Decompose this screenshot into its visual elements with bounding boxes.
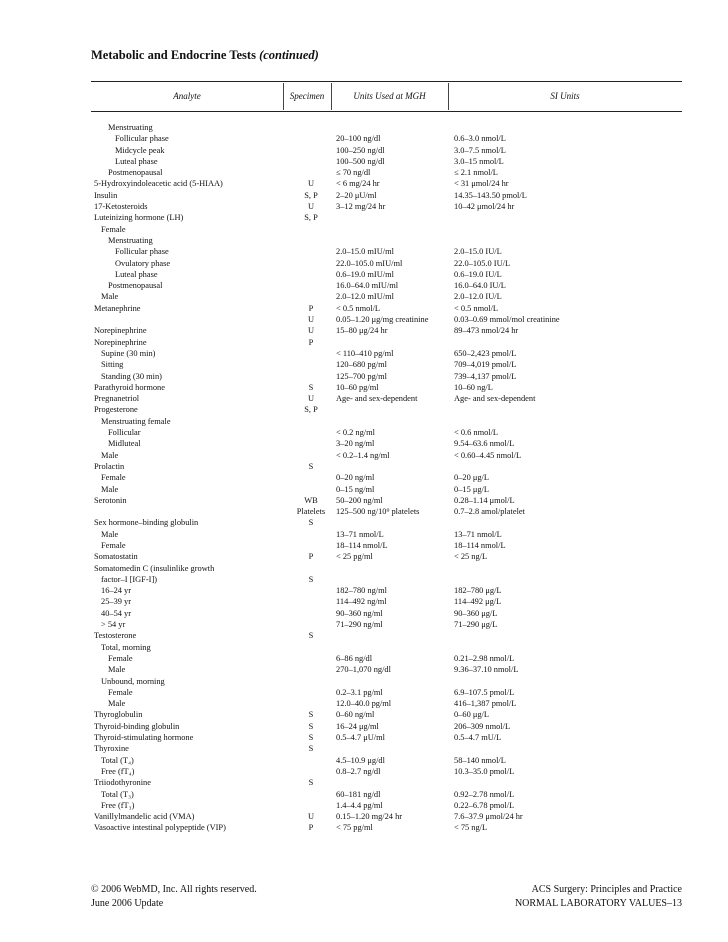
analyte-cell: Free (fT₄)	[101, 766, 135, 776]
table-row	[0, 190, 728, 201]
analyte-cell: Midluteal	[108, 439, 141, 449]
specimen-cell: S	[308, 382, 314, 392]
specimen-cell: U	[307, 179, 315, 189]
analyte-cell: Somatomedin C (insulinlike growth	[94, 563, 215, 573]
si-units-cell: 650–2,423 pmol/L	[454, 348, 517, 358]
analyte-cell: factor–I [IGF-I])	[101, 574, 158, 584]
specimen-cell: U	[307, 394, 315, 404]
mgh-units-cell: 0.2–3.1 pg/ml	[336, 687, 383, 697]
si-units-cell: 0–20 μg/L	[454, 473, 489, 483]
analyte-cell: Norepinephrine	[94, 337, 147, 347]
footer-update: June 2006 Update	[91, 898, 164, 909]
mgh-units-cell: 0–15 ng/ml	[336, 484, 375, 494]
si-units-cell: 739–4,137 pmol/L	[454, 371, 517, 381]
analyte-cell: Serotonin	[94, 495, 127, 505]
mgh-units-cell: 90–360 ng/ml	[336, 608, 383, 618]
si-units-cell: 7.6–37.9 μmol/24 hr	[454, 812, 523, 822]
specimen-cell: S, P	[304, 405, 318, 415]
analyte-cell: Male	[101, 529, 119, 539]
mgh-units-cell: 12.0–40.0 pg/ml	[336, 699, 392, 709]
table-row	[0, 529, 728, 540]
table-row	[0, 337, 728, 348]
table-row	[0, 416, 728, 427]
analyte-cell: Male	[101, 484, 119, 494]
analyte-cell: Menstruating	[108, 123, 153, 132]
table-row	[0, 642, 728, 653]
specimen-cell: P	[308, 552, 314, 562]
table-row	[0, 653, 728, 664]
mgh-units-cell: < 75 pg/ml	[336, 823, 373, 833]
analyte-cell: Vanillylmandelic acid (VMA)	[94, 812, 195, 822]
table-row	[0, 461, 728, 472]
mgh-units-cell: 0–20 ng/ml	[336, 473, 375, 483]
analyte-cell: Male	[108, 699, 126, 709]
table-row	[0, 743, 728, 754]
table-row	[0, 269, 728, 280]
analyte-cell: 16–24 yr	[101, 586, 132, 596]
analyte-cell: Parathyroid hormone	[94, 382, 165, 392]
table-row	[0, 596, 728, 607]
si-units-cell: 709–4,019 pmol/L	[454, 360, 517, 370]
footer-section: NORMAL LABORATORY VALUES–13	[514, 898, 682, 909]
mgh-units-cell: 0.5–4.7 μU/ml	[336, 733, 385, 743]
table-row	[0, 438, 728, 449]
si-units-cell: < 0.5 nmol/L	[454, 303, 499, 313]
table-row	[0, 517, 728, 528]
header-si-units: SI Units	[550, 91, 580, 101]
table-row	[0, 709, 728, 720]
header-rule-bottom	[91, 111, 682, 112]
mgh-units-cell: 20–100 ng/dl	[336, 134, 381, 144]
analyte-cell: Total (T₃)	[101, 789, 134, 799]
mgh-units-cell: 0.15–1.20 mg/24 hr	[336, 812, 403, 822]
si-units-cell: 22.0–105.0 IU/L	[454, 258, 511, 268]
si-units-cell: 10.3–35.0 pmol/L	[454, 766, 515, 776]
analyte-cell: 17-Ketosteroids	[94, 202, 148, 212]
specimen-cell: U	[307, 202, 315, 212]
table-row	[0, 472, 728, 483]
si-units-cell: 0.22–6.78 pmol/L	[454, 800, 515, 810]
mgh-units-cell: < 0.2 ng/ml	[336, 428, 375, 438]
analyte-cell: Insulin	[94, 190, 118, 200]
si-units-cell: < 25 ng/L	[454, 552, 488, 562]
analyte-cell: Sitting	[101, 360, 124, 370]
table-row	[0, 404, 728, 415]
table-row	[0, 348, 728, 359]
si-units-cell: 0.7–2.8 amol/platelet	[454, 507, 525, 517]
specimen-cell: P	[308, 337, 314, 347]
analyte-cell: Luteal phase	[115, 156, 158, 166]
si-units-cell: 0.6–19.0 IU/L	[454, 269, 502, 279]
si-units-cell: 6.9–107.5 pmol/L	[454, 687, 515, 697]
si-units-cell: 416–1,387 pmol/L	[454, 699, 517, 709]
mgh-units-cell: 125–700 pg/ml	[336, 371, 387, 381]
table-row	[0, 811, 728, 822]
specimen-cell: S	[308, 778, 314, 788]
table-row	[0, 789, 728, 800]
analyte-cell: Female	[101, 540, 126, 550]
table-row	[0, 291, 728, 302]
si-units-cell: 0.5–4.7 mU/L	[454, 733, 502, 743]
analyte-cell: Postmenopausal	[108, 281, 163, 291]
analyte-cell: Sex hormone–binding globulin	[94, 518, 199, 528]
table-row	[0, 664, 728, 675]
table-row	[0, 246, 728, 257]
mgh-units-cell: 120–680 pg/ml	[336, 360, 387, 370]
mgh-units-cell: < 0.2–1.4 ng/ml	[336, 450, 390, 460]
si-units-cell: 0–60 μg/L	[454, 710, 489, 720]
table-row	[0, 303, 728, 314]
analyte-cell: Luteal phase	[115, 269, 158, 279]
table-row	[0, 822, 728, 833]
analyte-cell: Total, morning	[101, 642, 151, 652]
si-units-cell: < 0.60–4.45 nmol/L	[454, 450, 522, 460]
specimen-cell: S, P	[304, 190, 318, 200]
table-row	[0, 698, 728, 709]
table-row	[0, 540, 728, 551]
specimen-cell: U	[307, 326, 315, 336]
analyte-cell: Metanephrine	[94, 303, 141, 313]
si-units-cell: 2.0–12.0 IU/L	[454, 292, 502, 302]
table-row	[0, 280, 728, 291]
table-row	[0, 201, 728, 212]
analyte-cell: Thyroglobulin	[94, 710, 143, 720]
mgh-units-cell: 6–86 ng/dl	[336, 653, 373, 663]
analyte-cell: Prolactin	[94, 461, 125, 471]
table-row	[0, 167, 728, 178]
analyte-cell: Unbound, morning	[101, 676, 165, 686]
table-row	[0, 630, 728, 641]
specimen-cell: S	[308, 733, 314, 743]
table-row	[0, 732, 728, 743]
mgh-units-cell: < 0.5 nmol/L	[336, 303, 381, 313]
mgh-units-cell: 15–80 μg/24 hr	[336, 326, 388, 336]
analyte-cell: Standing (30 min)	[101, 371, 162, 381]
analyte-cell: Follicular phase	[115, 134, 169, 144]
analyte-cell: Testosterone	[94, 631, 137, 641]
si-units-cell: Age- and sex-dependent	[454, 394, 536, 404]
si-units-cell: 16.0–64.0 IU/L	[454, 281, 506, 291]
analyte-cell: Male	[108, 665, 126, 675]
mgh-units-cell: 4.5–10.9 μg/dl	[336, 755, 385, 765]
table-row	[0, 800, 728, 811]
table-row	[0, 382, 728, 393]
specimen-cell: U	[307, 315, 315, 325]
table-row	[0, 506, 728, 517]
title-main: Metabolic and Endocrine Tests	[91, 48, 256, 62]
specimen-cell: S	[308, 461, 314, 471]
table-row	[0, 619, 728, 630]
table-row	[0, 777, 728, 788]
si-units-cell: 9.36–37.10 nmol/L	[454, 665, 519, 675]
specimen-cell: WB	[304, 495, 318, 505]
mgh-units-cell: 3–12 mg/24 hr	[336, 202, 386, 212]
table-row	[0, 156, 728, 167]
specimen-cell: U	[307, 812, 315, 822]
si-units-cell: 58–140 nmol/L	[454, 755, 506, 765]
lab-values-table	[0, 122, 728, 834]
si-units-cell: 0.21–2.98 nmol/L	[454, 653, 515, 663]
mgh-units-cell: 18–114 nmol/L	[336, 540, 388, 550]
specimen-cell: P	[308, 303, 314, 313]
si-units-cell: 0–15 μg/L	[454, 484, 489, 494]
mgh-units-cell: 60–181 ng/dl	[336, 789, 381, 799]
mgh-units-cell: Age- and sex-dependent	[336, 394, 418, 404]
mgh-units-cell: 10–60 pg/ml	[336, 382, 379, 392]
analyte-cell: Supine (30 min)	[101, 348, 156, 358]
table-row	[0, 585, 728, 596]
si-units-cell: 3.0–7.5 nmol/L	[454, 145, 506, 155]
page-title	[91, 48, 319, 63]
si-units-cell: ≤ 2.1 nmol/L	[454, 168, 498, 178]
table-row	[0, 484, 728, 495]
table-row	[0, 258, 728, 269]
table-row	[0, 371, 728, 382]
title-continued: (continued)	[259, 48, 319, 62]
header-analyte: Analyte	[173, 91, 201, 101]
analyte-cell: Luteinizing hormone (LH)	[94, 213, 184, 223]
table-row	[0, 766, 728, 777]
mgh-units-cell: 0.05–1.20 μg/mg creatinine	[336, 315, 429, 325]
mgh-units-cell: 0.8–2.7 ng/dl	[336, 766, 381, 776]
mgh-units-cell: 125–500 ng/10⁹ platelets	[336, 507, 420, 517]
mgh-units-cell: 16.0–64.0 mIU/ml	[336, 281, 399, 291]
si-units-cell: 13–71 nmol/L	[454, 529, 502, 539]
si-units-cell: 0.28–1.14 μmol/L	[454, 495, 515, 505]
table-row	[0, 212, 728, 223]
specimen-cell: S	[308, 744, 314, 754]
analyte-cell: Female	[101, 473, 126, 483]
si-units-cell: 182–780 μg/L	[454, 586, 502, 596]
analyte-cell: 25–39 yr	[101, 597, 132, 607]
analyte-cell: Follicular phase	[115, 247, 169, 257]
analyte-cell: Progesterone	[94, 405, 138, 415]
mgh-units-cell: 100–500 ng/dl	[336, 156, 385, 166]
mgh-units-cell: < 25 pg/ml	[336, 552, 373, 562]
analyte-cell: Male	[101, 292, 119, 302]
table-row	[0, 145, 728, 156]
table-row	[0, 314, 728, 325]
si-units-cell: 9.54–63.6 nmol/L	[454, 439, 515, 449]
analyte-cell: 5-Hydroxyindoleacetic acid (5-HIAA)	[94, 179, 223, 189]
table-row	[0, 676, 728, 687]
table-row	[0, 235, 728, 246]
table-row	[0, 495, 728, 506]
mgh-units-cell: 182–780 ng/ml	[336, 586, 387, 596]
table-row	[0, 359, 728, 370]
specimen-cell: Platelets	[296, 507, 326, 517]
si-units-cell: 0.92–2.78 nmol/L	[454, 789, 515, 799]
analyte-cell: Thyroid-stimulating hormone	[94, 733, 194, 743]
si-units-cell: 14.35–143.50 pmol/L	[454, 190, 527, 200]
table-row	[0, 721, 728, 732]
si-units-cell: 0.6–3.0 nmol/L	[454, 134, 506, 144]
si-units-cell: 206–309 nmol/L	[454, 721, 511, 731]
specimen-cell: S	[308, 710, 314, 720]
analyte-cell: Thyroid-binding globulin	[94, 721, 180, 731]
analyte-cell: Midcycle peak	[115, 145, 165, 155]
table-row	[0, 133, 728, 144]
mgh-units-cell: 22.0–105.0 mIU/ml	[336, 258, 403, 268]
header-mgh-units: Units Used at MGH	[353, 91, 426, 101]
mgh-units-cell: < 110–410 pg/ml	[336, 348, 394, 358]
table-row	[0, 608, 728, 619]
analyte-cell: Ovulatory phase	[115, 258, 171, 268]
mgh-units-cell: 100–250 ng/dl	[336, 145, 385, 155]
table-row	[0, 122, 728, 133]
mgh-units-cell: 1.4–4.4 pg/ml	[336, 800, 383, 810]
analyte-cell: Female	[108, 653, 133, 663]
si-units-cell: 18–114 nmol/L	[454, 540, 506, 550]
si-units-cell: < 75 ng/L	[454, 823, 488, 833]
specimen-cell: S	[308, 631, 314, 641]
table-row	[0, 178, 728, 189]
mgh-units-cell: 0–60 ng/ml	[336, 710, 375, 720]
mgh-units-cell: 270–1,070 ng/dl	[336, 665, 391, 675]
specimen-cell: P	[308, 823, 314, 833]
si-units-cell: 10–42 μmol/24 hr	[454, 202, 515, 212]
footer-book-title: ACS Surgery: Principles and Practice	[531, 884, 682, 895]
table-row	[0, 687, 728, 698]
mgh-units-cell: 2.0–12.0 mIU/ml	[336, 292, 394, 302]
analyte-cell: Norepinephrine	[94, 326, 147, 336]
analyte-cell: Total (T₄)	[101, 755, 134, 765]
table-row	[0, 224, 728, 235]
header-specimen: Specimen	[289, 91, 325, 101]
mgh-units-cell: 2.0–15.0 mIU/ml	[336, 247, 394, 257]
specimen-cell: S, P	[304, 213, 318, 223]
si-units-cell: < 0.6 nmol/L	[454, 428, 499, 438]
footer-copyright: © 2006 WebMD, Inc. All rights reserved.	[91, 884, 257, 895]
mgh-units-cell: 0.6–19.0 mIU/ml	[336, 269, 394, 279]
table-row	[0, 393, 728, 404]
analyte-cell: Pregnanetriol	[94, 394, 140, 404]
specimen-cell: S	[308, 518, 314, 528]
analyte-cell: Thyroxine	[94, 744, 129, 754]
specimen-cell: S	[308, 574, 314, 584]
mgh-units-cell: 50–200 ng/ml	[336, 495, 383, 505]
analyte-cell: 40–54 yr	[101, 608, 132, 618]
si-units-cell: 3.0–15 nmol/L	[454, 156, 504, 166]
table-row	[0, 563, 728, 574]
analyte-cell: Male	[101, 450, 119, 460]
mgh-units-cell: 13–71 nmol/L	[336, 529, 384, 539]
table-row	[0, 574, 728, 585]
mgh-units-cell: 114–492 ng/ml	[336, 597, 387, 607]
table-row	[0, 325, 728, 336]
mgh-units-cell: < 6 mg/24 hr	[336, 179, 380, 189]
analyte-cell: Vasoactive intestinal polypeptide (VIP)	[94, 823, 226, 833]
mgh-units-cell: 16–24 μg/ml	[336, 721, 379, 731]
si-units-cell: < 31 μmol/24 hr	[454, 179, 509, 189]
analyte-cell: Free (fT₃)	[101, 800, 135, 810]
si-units-cell: 90–360 μg/L	[454, 608, 498, 618]
analyte-cell: Triiodothyronine	[94, 778, 151, 788]
analyte-cell: Somatostatin	[94, 552, 138, 562]
table-row	[0, 427, 728, 438]
analyte-cell: Female	[101, 224, 126, 234]
analyte-cell: Menstruating female	[101, 416, 171, 426]
si-units-cell: 71–290 μg/L	[454, 620, 498, 630]
analyte-cell: Follicular	[108, 428, 141, 438]
si-units-cell: 114–492 μg/L	[454, 597, 502, 607]
analyte-cell: Menstruating	[108, 235, 153, 245]
mgh-units-cell: 2–20 μU/ml	[336, 190, 377, 200]
mgh-units-cell: 71–290 ng/ml	[336, 620, 383, 630]
analyte-cell: Female	[108, 687, 133, 697]
table-row	[0, 755, 728, 766]
analyte-cell: Postmenopausal	[108, 168, 163, 178]
analyte-cell: > 54 yr	[101, 620, 126, 630]
table-row	[0, 551, 728, 562]
specimen-cell: S	[308, 721, 314, 731]
table-row	[0, 450, 728, 461]
si-units-cell: 10–60 ng/L	[454, 382, 493, 392]
mgh-units-cell: ≤ 70 ng/dl	[336, 168, 371, 178]
si-units-cell: 0.03–0.69 mmol/mol creatinine	[454, 315, 560, 325]
mgh-units-cell: 3–20 ng/ml	[336, 439, 375, 449]
si-units-cell: 89–473 nmol/24 hr	[454, 326, 519, 336]
si-units-cell: 2.0–15.0 IU/L	[454, 247, 502, 257]
